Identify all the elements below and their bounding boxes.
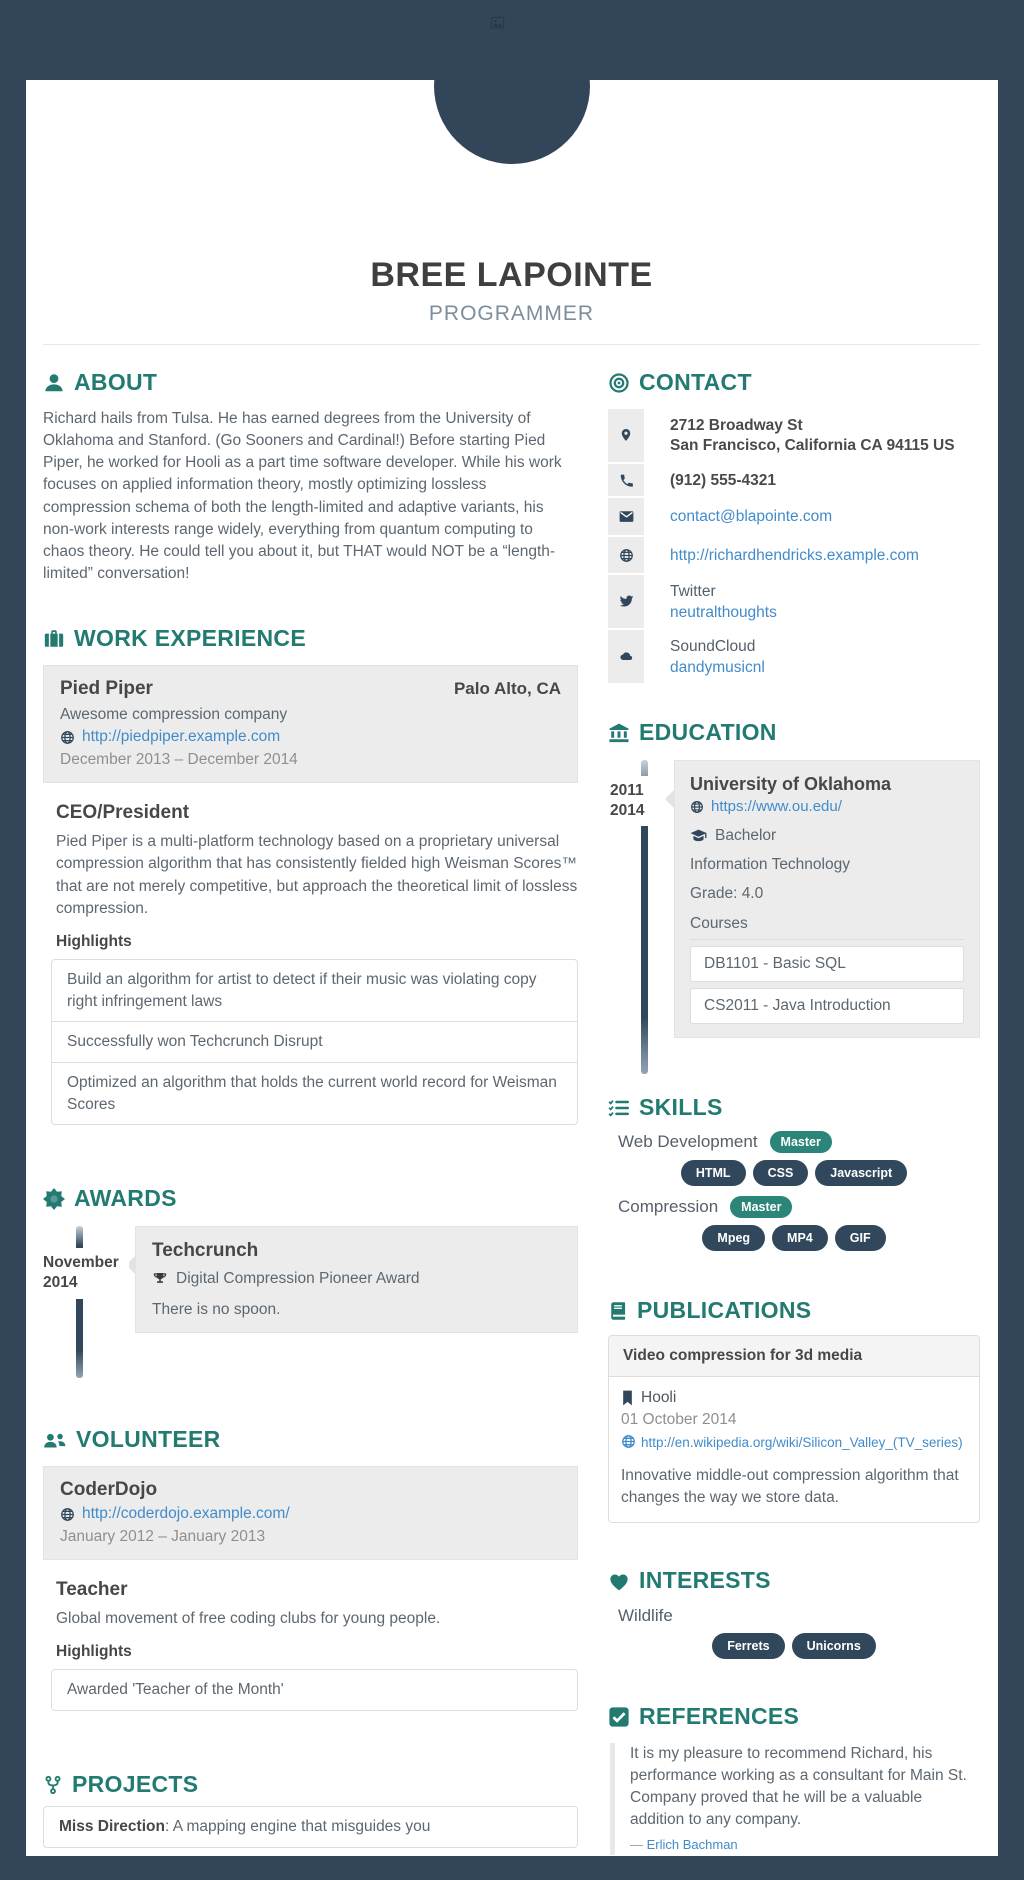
skill-level-badge: Master xyxy=(730,1196,792,1218)
reference-text: It is my pleasure to recommend Richard, his performance working as a consultant for Main St. Company proved that he will be a valuable addition to any company. xyxy=(630,1745,967,1829)
skill-keyword-pill: HTML xyxy=(681,1160,746,1186)
skill-name: Web Development xyxy=(618,1132,758,1152)
publisher-name: Hooli xyxy=(641,1389,677,1407)
contact-table xyxy=(608,409,980,685)
volunteer-organization: CoderDojo xyxy=(60,1479,158,1501)
volunteer-position: Teacher xyxy=(56,1579,128,1601)
interest-name: Wildlife xyxy=(618,1606,673,1626)
list-item: Build an algorithm for artist to detect if their music was violating copy right infringement laws xyxy=(67,970,537,1010)
book-icon xyxy=(608,1300,628,1322)
users-group-icon xyxy=(43,1429,67,1451)
skill-name: Compression xyxy=(618,1197,719,1217)
education-timeline xyxy=(608,760,980,1080)
section-projects-heading: PROJECTS xyxy=(43,1771,578,1798)
volunteer-highlights-list xyxy=(51,1669,578,1711)
interest-keyword-pill: Unicorns xyxy=(792,1633,876,1659)
graduation-cap-icon xyxy=(690,829,707,844)
section-education-heading: EDUCATION xyxy=(608,719,980,746)
volunteer-summary: Global movement of free coding clubs for young people. xyxy=(56,1610,441,1628)
awards-timeline xyxy=(43,1226,578,1386)
company-website-link[interactable]: http://piedpiper.example.com xyxy=(82,728,281,746)
publication-date: 01 October 2014 xyxy=(621,1411,737,1429)
volunteer-website-link[interactable]: http://coderdojo.example.com/ xyxy=(82,1505,290,1523)
volunteer-dates: January 2012 – January 2013 xyxy=(60,1528,266,1546)
course-item: CS2011 - Java Introduction xyxy=(690,988,964,1024)
attribution-dash: — xyxy=(630,1837,643,1853)
twitter-username-link[interactable]: neutralthoughts xyxy=(670,603,777,621)
skill-level-badge: Master xyxy=(770,1131,832,1153)
interest-keyword-pill: Ferrets xyxy=(712,1633,784,1659)
broken-image-icon xyxy=(490,16,505,30)
task-list-icon xyxy=(608,1097,630,1119)
list-item xyxy=(44,1807,577,1847)
heart-icon xyxy=(608,1571,630,1591)
envelope-icon xyxy=(608,498,644,536)
contact-row-email xyxy=(608,498,980,536)
globe-icon xyxy=(621,1434,636,1449)
skill-group xyxy=(608,1196,980,1251)
study-area: Information Technology xyxy=(690,856,850,874)
resume-card xyxy=(26,80,998,1856)
award-title: Digital Compression Pioneer Award xyxy=(176,1270,420,1288)
work-company-card xyxy=(43,665,578,783)
skill-keyword-pill: Javascript xyxy=(815,1160,907,1186)
skill-group xyxy=(608,1131,980,1186)
profile-network: Twitter xyxy=(670,583,716,601)
contact-row-website xyxy=(608,537,980,575)
skill-keyword-pill: GIF xyxy=(835,1225,886,1251)
grade: Grade: 4.0 xyxy=(690,885,764,903)
skill-keyword-pill: Mpeg xyxy=(702,1225,765,1251)
project-name: Miss Direction xyxy=(59,1818,165,1836)
work-position: CEO/President xyxy=(56,802,190,824)
phone-icon xyxy=(608,464,644,498)
contact-row-phone xyxy=(608,464,980,498)
publication-website-link[interactable]: http://en.wikipedia.org/wiki/Silicon_Valley_(TV_series) xyxy=(641,1435,963,1451)
list-item: Awarded 'Teacher of the Month' xyxy=(67,1681,284,1699)
projects-list xyxy=(43,1806,578,1848)
phone-number: (912) 555-4321 xyxy=(670,471,776,489)
contact-row-address xyxy=(608,409,980,464)
work-dates: December 2013 – December 2014 xyxy=(60,751,298,769)
website-link[interactable]: http://richardhendricks.example.com xyxy=(670,546,919,564)
education-dates: 2011 2014 xyxy=(610,776,654,826)
address-line-1: 2712 Broadway St xyxy=(670,417,803,434)
company-description: Awesome compression company xyxy=(60,706,288,724)
bookmark-icon xyxy=(621,1390,634,1406)
project-description: : A mapping engine that misguides you xyxy=(164,1818,431,1836)
profile-network: SoundCloud xyxy=(670,638,756,656)
institution-name: University of Oklahoma xyxy=(690,774,892,795)
section-references-heading: REFERENCES xyxy=(608,1703,980,1730)
contact-row-soundcloud xyxy=(608,630,980,685)
award-awarder: Techcrunch xyxy=(152,1240,259,1262)
publication-title: Video compression for 3d media xyxy=(609,1336,979,1377)
about-text: Richard hails from Tulsa. He has earned degrees from the University of Oklahoma and Stanford. (Go Sooners and Cardinal!) Before starting Pied Piper, he worked for Hooli as a part time software developer. While his work focuses on applied information theory, mostly optimizing lossless compression schema of both the length-limited and adaptive variants, his non-work interests range widely, everything from quantum computing to chaos theory. He could tell you about it, but THAT would NOT be a “length-limited” conversation! xyxy=(43,410,562,583)
contact-row-twitter xyxy=(608,575,980,630)
work-highlights-label: Highlights xyxy=(56,932,132,950)
trophy-icon xyxy=(152,1271,168,1287)
code-fork-icon xyxy=(43,1774,63,1796)
company-name: Pied Piper xyxy=(60,678,153,700)
bullseye-icon xyxy=(608,372,630,394)
briefcase-icon xyxy=(43,628,65,650)
page-title: BREE LAPOINTE xyxy=(370,256,653,294)
section-volunteer-heading: VOLUNTEER xyxy=(43,1426,578,1453)
section-skills-heading: SKILLS xyxy=(608,1094,980,1121)
cloud-icon xyxy=(608,630,644,685)
globe-icon xyxy=(608,537,644,575)
globe-icon xyxy=(60,730,75,745)
award-summary: There is no spoon. xyxy=(152,1301,281,1319)
section-work-heading: WORK EXPERIENCE xyxy=(43,625,578,652)
section-interests-heading: INTERESTS xyxy=(608,1567,980,1594)
certificate-seal-icon xyxy=(43,1188,65,1210)
job-title: PROGRAMMER xyxy=(428,302,595,325)
award-date: November 2014 xyxy=(43,1248,129,1298)
work-highlights-list xyxy=(51,959,578,1125)
company-location: Palo Alto, CA xyxy=(453,679,561,699)
work-summary: Pied Piper is a multi-platform technology based on a proprietary universal compression algorithm that has consistently fielded high Weisman Scores™ that are not merely competitive, but approach the theoretical limit of lossless compression. xyxy=(56,833,578,917)
user-icon xyxy=(43,372,65,394)
university-icon xyxy=(608,722,630,744)
globe-icon xyxy=(690,800,704,814)
volunteer-highlights-label: Highlights xyxy=(56,1643,132,1661)
address-line-2: San Francisco, California CA 94115 US xyxy=(670,437,955,455)
award-card xyxy=(135,1226,578,1333)
list-item: Optimized an algorithm that holds the current world record for Weisman Scores xyxy=(52,1062,577,1124)
courses-label: Courses xyxy=(690,915,964,940)
volunteer-org-card xyxy=(43,1466,578,1560)
section-contact-heading: CONTACT xyxy=(608,369,980,396)
globe-icon xyxy=(60,1507,75,1522)
soundcloud-username-link[interactable]: dandymusicnl xyxy=(670,658,765,676)
check-square-icon xyxy=(608,1706,630,1728)
institution-website-link[interactable]: https://www.ou.edu/ xyxy=(711,798,842,816)
degree-type: Bachelor xyxy=(715,827,777,845)
publication-card xyxy=(608,1335,980,1523)
education-card xyxy=(674,760,980,1038)
reference-quote xyxy=(610,1743,980,1854)
avatar xyxy=(434,8,590,164)
map-marker-icon xyxy=(608,409,644,464)
skill-keyword-pill: CSS xyxy=(753,1160,809,1186)
list-item: Successfully won Techcrunch Disrupt xyxy=(52,1021,577,1062)
email-link[interactable]: contact@blapointe.com xyxy=(670,508,833,526)
twitter-bird-icon xyxy=(608,575,644,630)
section-publications-heading: PUBLICATIONS xyxy=(608,1297,980,1324)
section-awards-heading: AWARDS xyxy=(43,1185,578,1212)
skill-keyword-pill: MP4 xyxy=(772,1225,828,1251)
course-item: DB1101 - Basic SQL xyxy=(690,946,964,982)
publication-summary: Innovative middle-out compression algorithm that changes the way we store data. xyxy=(621,1467,959,1506)
section-about-heading: ABOUT xyxy=(43,369,578,396)
reference-author-link[interactable]: Erlich Bachman xyxy=(646,1837,738,1853)
